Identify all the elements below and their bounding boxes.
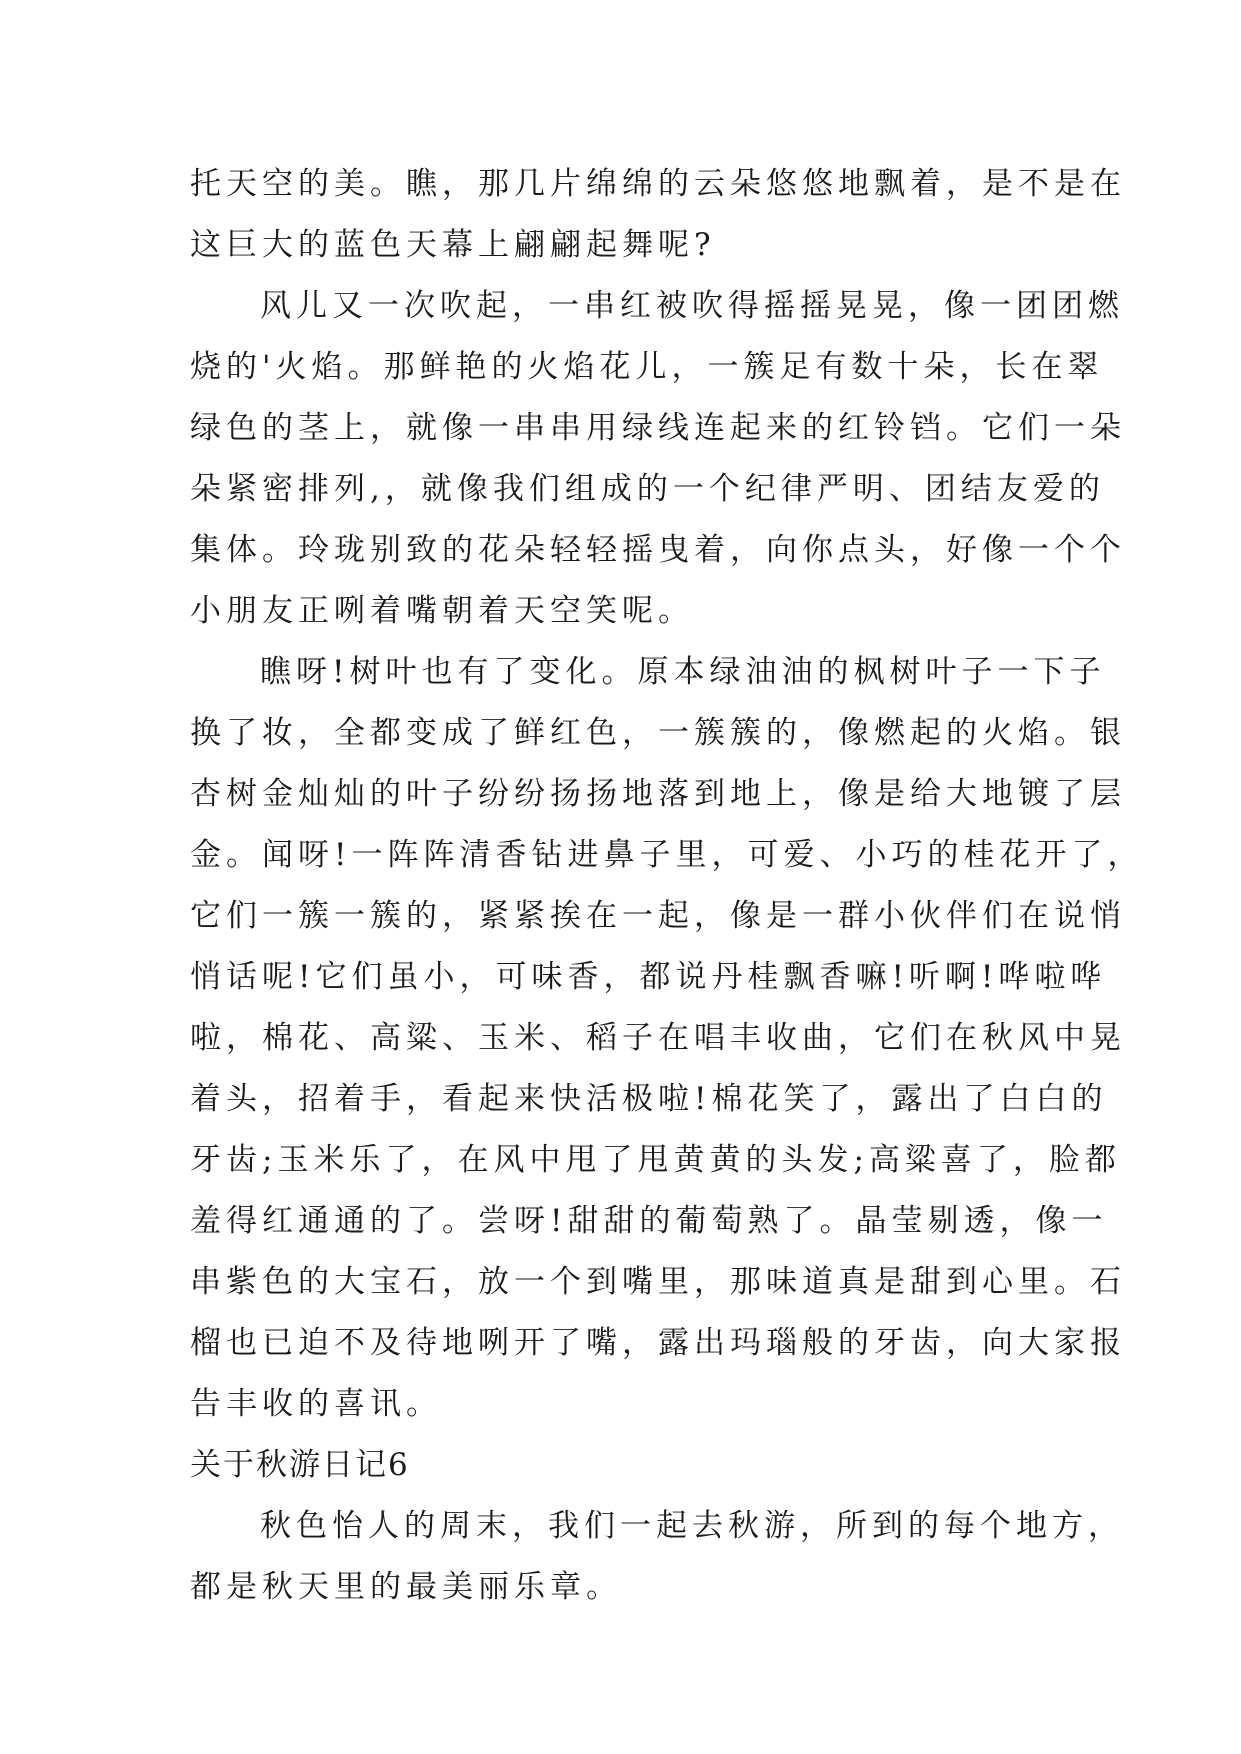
text-line: 都是秋天里的最美丽乐章。 bbox=[190, 1569, 622, 1605]
paragraph bbox=[190, 642, 1144, 1435]
text-line: 绿色的茎上，就像一串串用绿线连起来的红铃铛。它们一朵 bbox=[190, 410, 1126, 446]
text-line: 托天空的美。瞧，那几片绵绵的云朵悠悠地飘着，是不是在 bbox=[190, 166, 1126, 202]
text-line: 串紫色的大宝石，放一个到嘴里，那味道真是甜到心里。石 bbox=[190, 1264, 1126, 1300]
document-body bbox=[190, 154, 1144, 1618]
paragraph bbox=[190, 1496, 1124, 1618]
text-line: 风儿又一次吹起，一串红被吹得摇摇晃晃，像一团团燃 bbox=[260, 288, 1124, 324]
text-line: 小朋友正咧着嘴朝着天空笑呢。 bbox=[190, 593, 694, 629]
text-line: 金。闻呀!一阵阵清香钻进鼻子里，可爱、小巧的桂花开了， bbox=[190, 837, 1144, 873]
text-line: 换了妆，全都变成了鲜红色，一簇簇的，像燃起的火焰。银 bbox=[190, 715, 1126, 751]
text-line: 它们一簇一簇的，紧紧挨在一起，像是一群小伙伴们在说悄 bbox=[190, 898, 1126, 934]
paragraph bbox=[190, 276, 1126, 642]
paragraph bbox=[190, 154, 1126, 276]
text-line: 瞧呀!树叶也有了变化。原本绿油油的枫树叶子一下子 bbox=[260, 654, 1106, 690]
text-line: 啦，棉花、高粱、玉米、稻子在唱丰收曲，它们在秋风中晃 bbox=[190, 1020, 1126, 1056]
text-line: 着头，招着手，看起来快活极啦!棉花笑了，露出了白白的 bbox=[190, 1081, 1108, 1117]
text-line: 集体。玲珑别致的花朵轻轻摇曳着，向你点头，好像一个个 bbox=[190, 532, 1126, 568]
text-line: 悄话呢!它们虽小，可味香，都说丹桂飘香嘛!听啊!哗啦哗 bbox=[190, 959, 1107, 995]
text-line: 牙齿;玉米乐了，在风中甩了甩黄黄的头发;高粱喜了，脸都 bbox=[190, 1142, 1121, 1178]
text-line: 这巨大的蓝色天幕上翩翩起舞呢? bbox=[190, 227, 716, 263]
text-line: 杏树金灿灿的叶子纷纷扬扬地落到地上，像是给大地镀了层 bbox=[190, 776, 1126, 812]
text-line: 秋色怡人的周末，我们一起去秋游，所到的每个地方， bbox=[260, 1508, 1124, 1544]
section-heading: 关于秋游日记6 bbox=[190, 1447, 410, 1483]
text-line: 羞得红通通的了。尝呀!甜甜的葡萄熟了。晶莹剔透，像一 bbox=[190, 1203, 1108, 1239]
text-line: 告丰收的喜讯。 bbox=[190, 1386, 442, 1422]
text-line: 朵紧密排列,，就像我们组成的一个纪律严明、团结友爱的 bbox=[190, 471, 1105, 507]
text-line: 榴也已迫不及待地咧开了嘴，露出玛瑙般的牙齿，向大家报 bbox=[190, 1325, 1126, 1361]
text-line: 烧的'火焰。那鲜艳的火焰花儿，一簇足有数十朵，长在翠 bbox=[190, 349, 1104, 385]
